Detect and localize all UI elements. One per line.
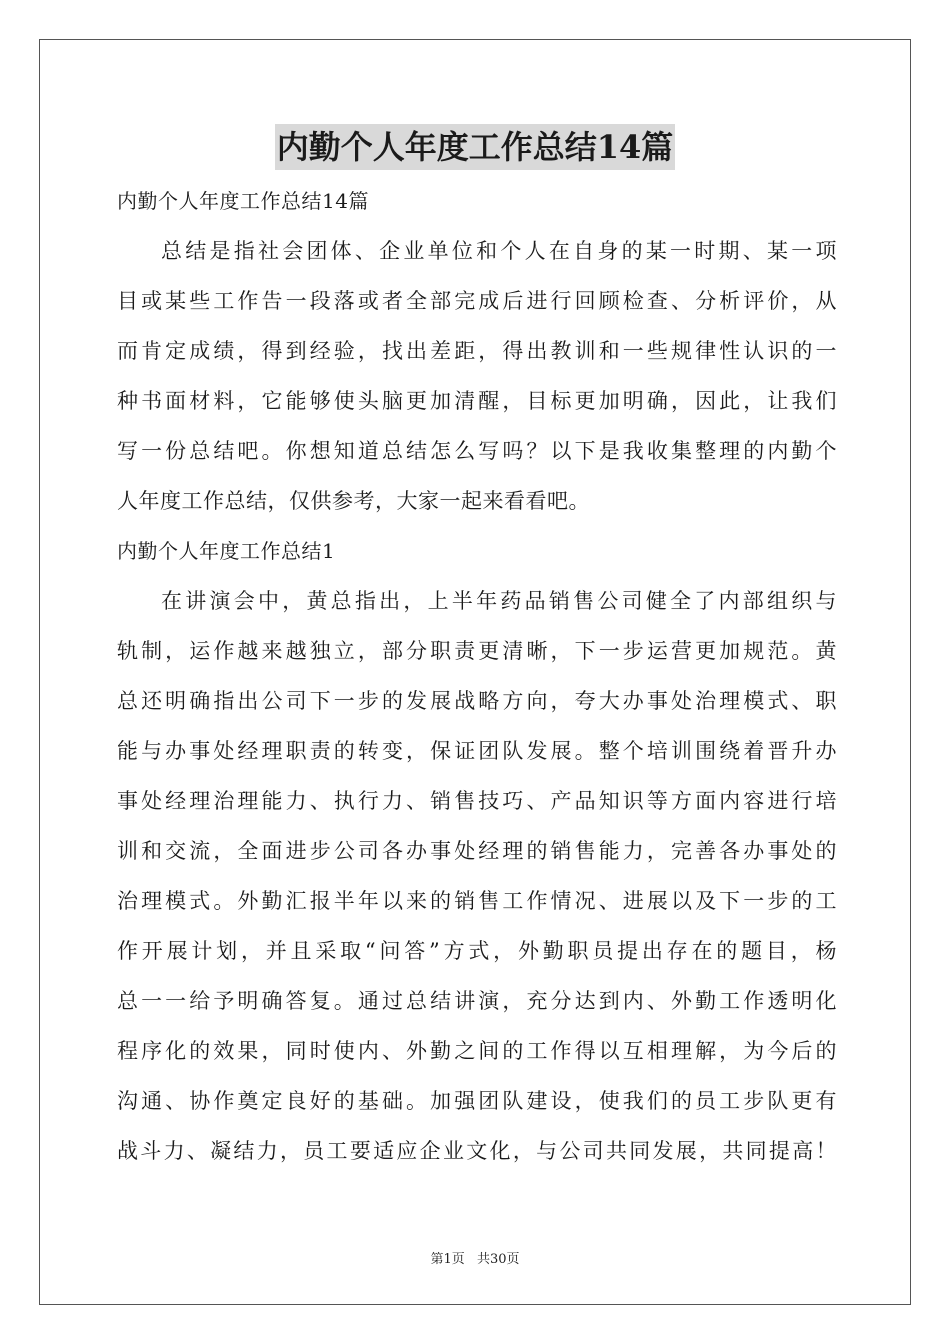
document-body <box>117 176 837 1176</box>
paragraph-line: 写一份总结吧。你想知道总结怎么写吗？以下是我收集整理的内勤个 <box>117 439 837 463</box>
paragraph-line: 总一一给予明确答复。通过总结讲演，充分达到内、外勤工作透明化 <box>117 989 837 1013</box>
paragraph-line: 作开展计划，并且采取“问答”方式，外勤职员提出存在的题目，杨 <box>117 939 837 963</box>
title-container <box>0 124 950 170</box>
document-title: 内勤个人年度工作总结14篇 <box>275 124 676 170</box>
paragraph-line: 在讲演会中，黄总指出，上半年药品销售公司健全了内部组织与 <box>161 589 837 613</box>
section-heading: 内勤个人年度工作总结1 <box>117 539 336 563</box>
page-footer <box>0 1248 950 1267</box>
paragraph-line: 轨制，运作越来越独立，部分职责更清晰，下一步运营更加规范。黄 <box>117 639 837 663</box>
paragraph-line: 总结是指社会团体、企业单位和个人在自身的某一时期、某一项 <box>161 239 837 263</box>
paragraph-line: 而肯定成绩，得到经验，找出差距，得出教训和一些规律性认识的一 <box>117 339 837 363</box>
paragraph-line: 程序化的效果，同时使内、外勤之间的工作得以互相理解，为今后的 <box>117 1039 837 1063</box>
paragraph-line: 训和交流，全面进步公司各办事处经理的销售能力，完善各办事处的 <box>117 839 837 863</box>
paragraph-line: 总还明确指出公司下一步的发展战略方向，夸大办事处治理模式、职 <box>117 689 837 713</box>
paragraph-line: 种书面材料，它能够使头脑更加清醒，目标更加明确，因此，让我们 <box>117 389 837 413</box>
paragraph-line: 沟通、协作奠定良好的基础。加强团队建设，使我们的员工步队更有 <box>117 1089 837 1113</box>
paragraph-line: 战斗力、凝结力，员工要适应企业文化，与公司共同发展，共同提高！ <box>117 1139 837 1163</box>
paragraph-line: 治理模式。外勤汇报半年以来的销售工作情况、进展以及下一步的工 <box>117 889 837 913</box>
subtitle-line: 内勤个人年度工作总结14篇 <box>117 189 369 213</box>
page-total: 共30页 <box>476 1252 520 1267</box>
page-number: 第1页 <box>430 1252 465 1267</box>
paragraph-line: 目或某些工作告一段落或者全部完成后进行回顾检查、分析评价，从 <box>117 289 837 313</box>
paragraph-line: 能与办事处经理职责的转变，保证团队发展。整个培训围绕着晋升办 <box>117 739 837 763</box>
paragraph-line: 事处经理治理能力、执行力、销售技巧、产品知识等方面内容进行培 <box>117 789 837 813</box>
paragraph-line: 人年度工作总结，仅供参考，大家一起来看看吧。 <box>117 489 590 513</box>
